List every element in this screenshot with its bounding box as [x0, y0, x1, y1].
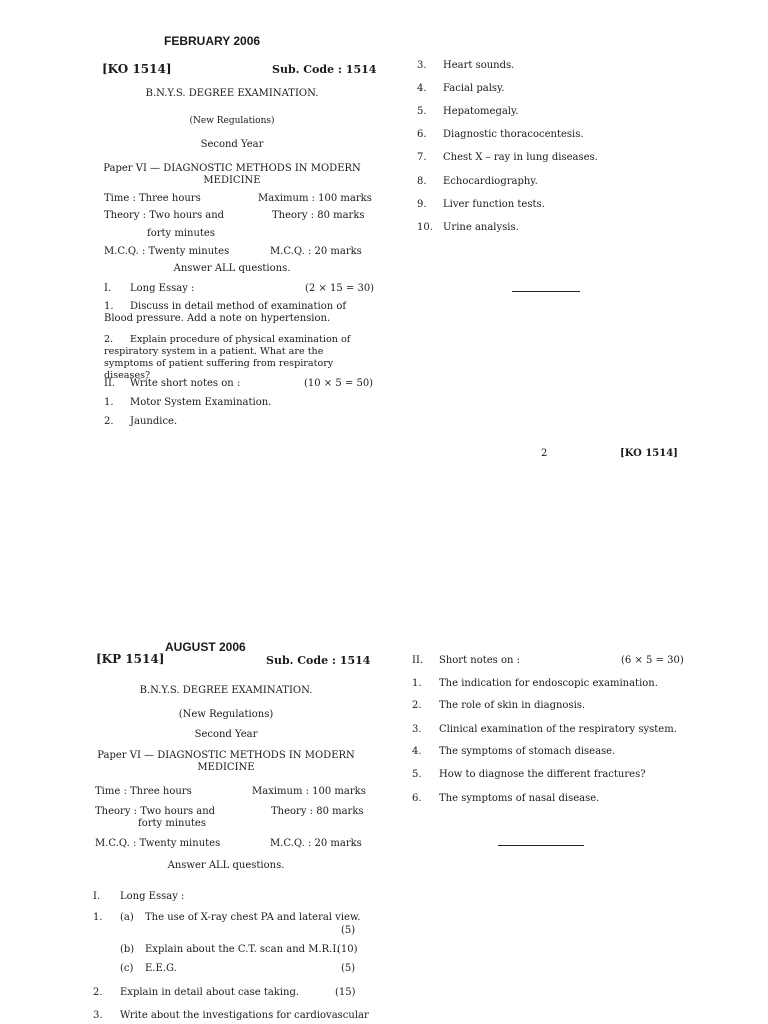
aug-short-note-number: 2. [412, 700, 422, 711]
feb-short-note-text: Urine analysis. [443, 222, 519, 233]
feb-short-note-text: Heart sounds. [443, 60, 515, 71]
aug-short-note-text: The symptoms of nasal disease. [439, 793, 600, 804]
feb-short-note-text: Facial palsy. [443, 83, 505, 94]
aug-heading: AUGUST 2006 [165, 640, 246, 654]
aug-question-1b-text: Explain about the C.T. scan and M.R.I. [145, 944, 340, 955]
aug-question-2-number: 2. [93, 987, 103, 998]
feb-answer-all: Answer ALL questions. [173, 263, 291, 274]
feb-short-note-text: Jaundice. [130, 416, 178, 427]
feb-short-note-item [417, 152, 598, 163]
aug-short-note-number: 4. [412, 746, 422, 757]
aug-time: Time : Three hours [95, 786, 192, 797]
aug-theory-left-2: forty minutes [138, 818, 206, 829]
feb-short-note-number: 10. [417, 222, 433, 233]
feb-mcq-left: M.C.Q. : Twenty minutes [104, 246, 230, 257]
feb-theory-left-2: forty minutes [147, 228, 215, 239]
aug-question-1c-label: (c) [120, 963, 134, 974]
aug-short-note-item [412, 700, 585, 711]
feb-section-1-number: I. [104, 283, 112, 294]
feb-short-note-item [417, 60, 514, 71]
feb-maximum: Maximum : 100 marks [258, 193, 372, 204]
feb-question-1 [104, 301, 366, 325]
aug-regulations: (New Regulations) [178, 709, 274, 720]
feb-end-rule [512, 291, 580, 292]
feb-question-1-number: 1. [104, 301, 114, 312]
feb-question-2-number: 2. [104, 334, 114, 345]
feb-short-note-text: Hepatomegaly. [443, 106, 519, 117]
feb-short-note-number: 8. [417, 176, 427, 187]
aug-short-note-text: How to diagnose the different fractures? [439, 769, 646, 780]
aug-paper-code: [KP 1514] [96, 652, 165, 666]
aug-short-note-item [412, 793, 599, 804]
feb-footer-code: [KO 1514] [620, 448, 678, 459]
feb-short-note-number: 2. [104, 416, 114, 427]
aug-year: Second Year [194, 729, 258, 740]
aug-question-3-text: Write about the investigations for cardiovascular [120, 1010, 369, 1021]
aug-mcq-left: M.C.Q. : Twenty minutes [95, 838, 221, 849]
feb-question-2 [104, 334, 366, 382]
aug-question-1c-text: E.E.G. [145, 963, 177, 974]
aug-sub-code: Sub. Code : 1514 [266, 654, 371, 667]
feb-degree: B.N.Y.S. DEGREE EXAMINATION. [145, 88, 319, 99]
feb-short-note-item [417, 176, 538, 187]
aug-short-note-item [412, 746, 615, 757]
feb-short-note-number: 9. [417, 199, 427, 210]
feb-short-note-item [417, 222, 519, 233]
feb-short-note-item [417, 199, 545, 210]
feb-year: Second Year [200, 139, 264, 150]
feb-question-1-text: Discuss in detail method of examination of Blood pressure. Add a note on hypertension. [104, 301, 347, 324]
feb-short-note-item [104, 416, 177, 427]
aug-question-2-text: Explain in detail about case taking. [120, 987, 300, 998]
aug-short-note-number: 5. [412, 769, 422, 780]
aug-question-2-marks: (15) [335, 987, 356, 998]
aug-short-note-item [412, 678, 658, 689]
aug-question-1a-label: (a) [120, 912, 134, 923]
aug-question-1-number: 1. [93, 912, 103, 923]
feb-paper-code: [KO 1514] [102, 62, 172, 76]
aug-section-2-title: Short notes on : [439, 655, 521, 666]
aug-end-rule [498, 845, 584, 846]
aug-mcq-right: M.C.Q. : 20 marks [270, 838, 362, 849]
feb-short-note-item [417, 129, 584, 140]
feb-mcq-right: M.C.Q. : 20 marks [270, 246, 362, 257]
aug-paper-title-2: MEDICINE [197, 762, 255, 773]
aug-paper-title-1: Paper VI — DIAGNOSTIC METHODS IN MODERN [97, 750, 355, 761]
feb-short-note-text: Liver function tests. [443, 199, 545, 210]
feb-short-note-number: 5. [417, 106, 427, 117]
feb-short-note-number: 4. [417, 83, 427, 94]
feb-section-1-title: Long Essay : [130, 283, 195, 294]
aug-degree: B.N.Y.S. DEGREE EXAMINATION. [139, 685, 313, 696]
aug-theory-left: Theory : Two hours and [95, 806, 216, 817]
aug-question-1c-marks: (5) [341, 963, 356, 974]
aug-section-2-number: II. [412, 655, 424, 666]
feb-section-2-title: Write short notes on : [130, 378, 241, 389]
feb-short-note-text: Motor System Examination. [130, 397, 272, 408]
feb-short-note-number: 1. [104, 397, 114, 408]
feb-regulations: (New Regulations) [189, 116, 275, 126]
aug-short-note-item [412, 724, 677, 735]
feb-short-note-text: Echocardiography. [443, 176, 538, 187]
aug-short-note-item [412, 769, 646, 780]
aug-short-note-number: 3. [412, 724, 422, 735]
aug-short-note-number: 1. [412, 678, 422, 689]
feb-short-note-number: 3. [417, 60, 427, 71]
feb-paper-title-2: MEDICINE [203, 175, 261, 186]
feb-section-2-number: II. [104, 378, 116, 389]
aug-question-1a-text: The use of X-ray chest PA and lateral view. [145, 912, 361, 923]
feb-question-2-text: Explain procedure of physical examination of respiratory system in a patient. What are the symptoms of patient suffering from respiratory diseases? [104, 334, 351, 381]
aug-short-note-text: The role of skin in diagnosis. [439, 700, 586, 711]
feb-short-note-item [417, 83, 505, 94]
aug-short-note-text: Clinical examination of the respiratory system. [439, 724, 677, 735]
aug-question-3-number: 3. [93, 1010, 103, 1021]
feb-section-1-marks: (2 × 15 = 30) [305, 283, 375, 294]
feb-paper-title-1: Paper VI — DIAGNOSTIC METHODS IN MODERN [103, 163, 361, 174]
aug-question-1a-marks: (5) [341, 925, 356, 936]
feb-heading: FEBRUARY 2006 [164, 34, 261, 48]
feb-footer-page-number: 2 [541, 448, 548, 459]
feb-section-2-marks: (10 × 5 = 50) [304, 378, 374, 389]
aug-question-1b-marks: (10) [337, 944, 358, 955]
aug-short-note-number: 6. [412, 793, 422, 804]
feb-short-note-text: Diagnostic thoracocentesis. [443, 129, 584, 140]
aug-section-2-marks: (6 × 5 = 30) [621, 655, 684, 666]
feb-short-note-item [417, 106, 519, 117]
feb-short-note-text: Chest X – ray in lung diseases. [443, 152, 598, 163]
feb-short-note-item [104, 397, 271, 408]
aug-section-1-title: Long Essay : [120, 891, 185, 902]
feb-time: Time : Three hours [104, 193, 201, 204]
feb-short-note-number: 7. [417, 152, 427, 163]
feb-theory-right: Theory : 80 marks [272, 210, 365, 221]
feb-sub-code: Sub. Code : 1514 [272, 63, 377, 76]
aug-theory-right: Theory : 80 marks [271, 806, 364, 817]
aug-maximum: Maximum : 100 marks [252, 786, 366, 797]
feb-short-note-number: 6. [417, 129, 427, 140]
aug-short-note-text: The indication for endoscopic examination. [439, 678, 658, 689]
aug-short-note-text: The symptoms of stomach disease. [439, 746, 616, 757]
aug-question-1b-label: (b) [120, 944, 135, 955]
feb-theory-left: Theory : Two hours and [104, 210, 225, 221]
aug-section-1-number: I. [93, 891, 101, 902]
aug-answer-all: Answer ALL questions. [167, 860, 285, 871]
